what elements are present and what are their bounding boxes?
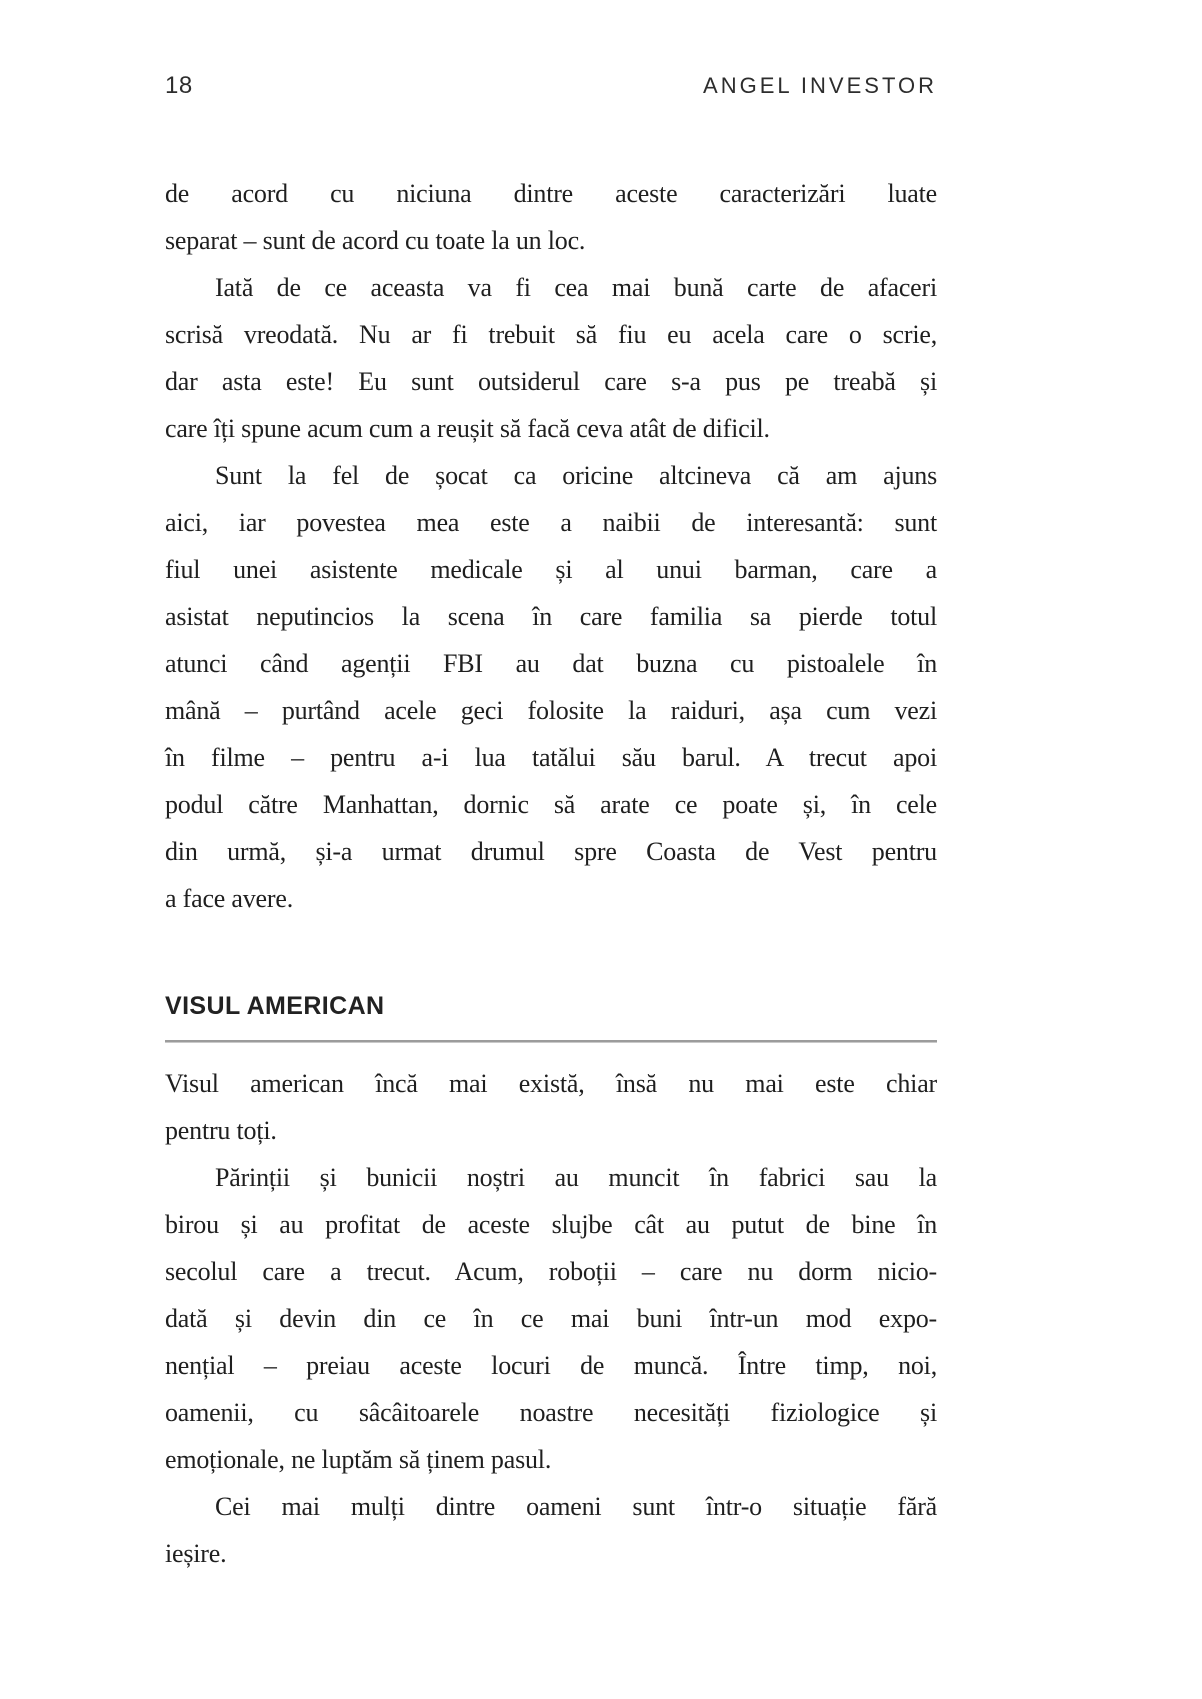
text-line: atunci când agenții FBI au dat buzna cu pistoalele în [165, 649, 937, 678]
text-line: dar asta este! Eu sunt outsiderul care s-a pus pe treabă și [165, 367, 937, 396]
text-line: secolul care a trecut. Acum, roboții – care nu dorm nicio- [165, 1257, 937, 1286]
text-line: pentru toți. [165, 1116, 277, 1145]
paragraph [165, 1483, 937, 1577]
text-line: Iată de ce aceasta va fi cea mai bună carte de afaceri [215, 273, 937, 302]
text-line: Sunt la fel de șocat ca oricine altcineva că am ajuns [215, 461, 937, 490]
running-title: ANGEL INVESTOR [703, 73, 937, 98]
text-line: separat – sunt de acord cu toate la un loc. [165, 226, 586, 255]
text-line: podul către Manhattan, dornic să arate ce poate și, în cele [165, 790, 937, 819]
section [165, 991, 937, 1577]
text-line: oamenii, cu sâcâitoarele noastre necesități fiziologice și [165, 1398, 937, 1427]
heading-rule [165, 1040, 937, 1043]
text-line: de acord cu niciuna dintre aceste caracterizări luate [165, 179, 937, 208]
text-line: birou și au profitat de aceste slujbe cât au putut de bine în [165, 1210, 937, 1239]
text-line: fiul unei asistente medicale și al unui barman, care a [165, 555, 937, 584]
section [165, 170, 937, 922]
text-line: a face avere. [165, 884, 293, 913]
body-content [165, 170, 937, 1577]
text-line: mână – purtând acele geci folosite la raiduri, așa cum vezi [165, 696, 937, 725]
page-number: 18 [165, 72, 193, 99]
text-line: Cei mai mulți dintre oameni sunt într-o situație fără [215, 1492, 937, 1521]
paragraph [165, 264, 937, 452]
text-line: aici, iar povestea mea este a naibii de interesantă: sunt [165, 508, 937, 537]
text-line: Visul american încă mai există, însă nu mai este chiar [165, 1069, 937, 1098]
text-line: Părinții și bunicii noștri au muncit în fabrici sau la [215, 1163, 937, 1192]
section-heading: VISUL AMERICAN [165, 992, 385, 1020]
text-line: scrisă vreodată. Nu ar fi trebuit să fiu eu acela care o scrie, [165, 320, 937, 349]
text-line: dată și devin din ce în ce mai buni într-un mod expo- [165, 1304, 937, 1333]
text-line: în filme – pentru a-i lua tatălui său barul. A trecut apoi [165, 743, 937, 772]
text-line: nențial – preiau aceste locuri de muncă. Între timp, noi, [165, 1351, 937, 1380]
paragraph [165, 170, 937, 264]
text-line: care îți spune acum cum a reușit să facă ceva atât de dificil. [165, 414, 770, 443]
text-line: din urmă, și-a urmat drumul spre Coasta de Vest pentru [165, 837, 937, 866]
paragraph [165, 1154, 937, 1483]
paragraph [165, 1060, 937, 1154]
text-line: asistat neputincios la scena în care familia sa pierde totul [165, 602, 937, 631]
page-header [165, 72, 937, 100]
paragraph [165, 452, 937, 922]
text-line: ieșire. [165, 1539, 227, 1568]
text-line: emoționale, ne luptăm să ținem pasul. [165, 1445, 552, 1474]
